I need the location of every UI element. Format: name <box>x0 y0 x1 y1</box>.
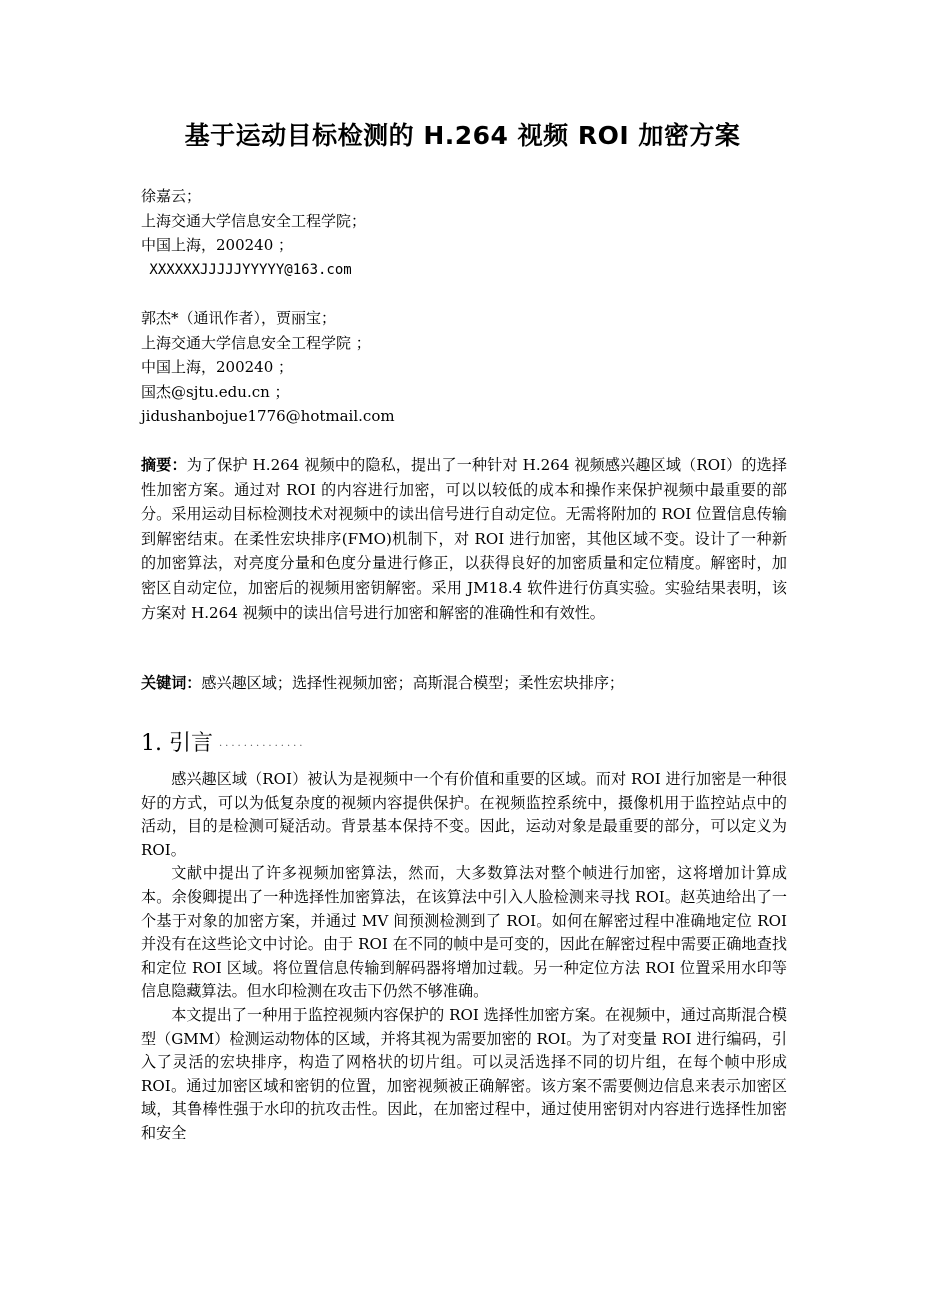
author-name-line: 郭杰*（通讯作者），贾丽宝； <box>141 309 337 327</box>
author-name-line: 徐嘉云； <box>141 187 202 205</box>
section-heading <box>141 727 787 761</box>
paper-title: 基于运动目标检测的 H.264 视频 ROI 加密方案 <box>184 121 741 150</box>
toc-leader-dots: .............. <box>218 738 306 749</box>
body-paragraph: 本文提出了一种用于监控视频内容保护的 ROI 选择性加密方案。在视频中，通过高斯混合模型（GMM）检测运动物体的区域，并将其视为需要加密的 ROI。为了对变量 ROI 进行编码，引入了灵活的宏块排序，构造了网格状的切片组。可以灵活选择不同的切片组，在每个帧中形成 ROI。通过加密区域和密钥的位置，加密视频被正确解密。该方案不需要侧边信息来表示加密区域，其鲁棒性强于水印的抗攻击性。因此，在加密过程中，通过使用密钥对内容进行选择性加密和安全 <box>141 1005 787 1142</box>
author-address-line: 中国上海，200240 ； <box>141 236 294 254</box>
author-email-line: XXXXXXJJJJJYYYYY@163.com <box>141 261 352 278</box>
section-body <box>141 768 787 1146</box>
author-email-line: 国杰@sjtu.edu.cn ； <box>141 382 290 401</box>
author-email-line: jidushanbojue1776@hotmail.com <box>141 407 395 425</box>
author-info <box>141 184 791 429</box>
abstract-text: 为了保护 H.264 视频中的隐私，提出了一种针对 H.264 视频感兴趣区域（ROI）的选择性加密方案。通过对 ROI 的内容进行加密，可以以较低的成本和操作来保护视频中最重要的部分。采用运动目标检测技术对视频中的读出信号进行自动定位。无需将附加的 ROI 位置信息传输到解密结束。在柔性宏块排序(FMO)机制下，对 ROI 进行加密，其他区域不变。设计了一种新的加密算法，对亮度分量和色度分量进行修正，以获得良好的加密质量和定位精度。解密时，加密区自动定位，加密后的视频用密钥解密。采用 JM18.4 软件进行仿真实验。实验结果表明，该方案对 H.264 视频中的读出信号进行加密和解密的准确性和有效性。 <box>141 456 787 622</box>
author-address-line: 中国上海，200240 ； <box>141 358 294 376</box>
keywords-text: 感兴趣区域；选择性视频加密；高斯混合模型；柔性宏块排序； <box>201 674 625 692</box>
abstract-label: 摘要： <box>141 456 187 474</box>
section-heading-text: 1. 引言 <box>141 731 213 756</box>
keywords <box>141 671 787 696</box>
body-paragraph: 感兴趣区域（ROI）被认为是视频中一个有价值和重要的区域。而对 ROI 进行加密是一种很好的方式，可以为低复杂度的视频内容提供保护。在视频监控系统中，摄像机用于监控站点中的活动，目的是检测可疑活动。背景基本保持不变。因此，运动对象是最重要的部分，可以定义为 ROI。 <box>141 770 787 859</box>
body-paragraph: 文献中提出了许多视频加密算法，然而，大多数算法对整个帧进行加密，这将增加计算成本。余俊卿提出了一种选择性加密算法，在该算法中引入人脸检测来寻找 ROI。赵英迪给出了一个基于对象的加密方案，并通过 MV 间预测检测到了 ROI。如何在解密过程中准确地定位 ROI 并没有在这些论文中讨论。由于 ROI 在不同的帧中是可变的，因此在解密过程中需要正确地查找和定位 ROI 区域。将位置信息传输到解码器将增加过载。另一种定位方法 ROI 位置采用水印等信息隐藏算法。但水印检测在攻击下仍然不够准确。 <box>141 864 787 1001</box>
keywords-label: 关键词： <box>141 674 202 692</box>
author-affiliation-line: 上海交通大学信息安全工程学院 ； <box>141 333 371 352</box>
abstract <box>141 453 787 625</box>
author-block-spacer <box>141 282 791 306</box>
author-affiliation-line: 上海交通大学信息安全工程学院； <box>141 211 367 230</box>
